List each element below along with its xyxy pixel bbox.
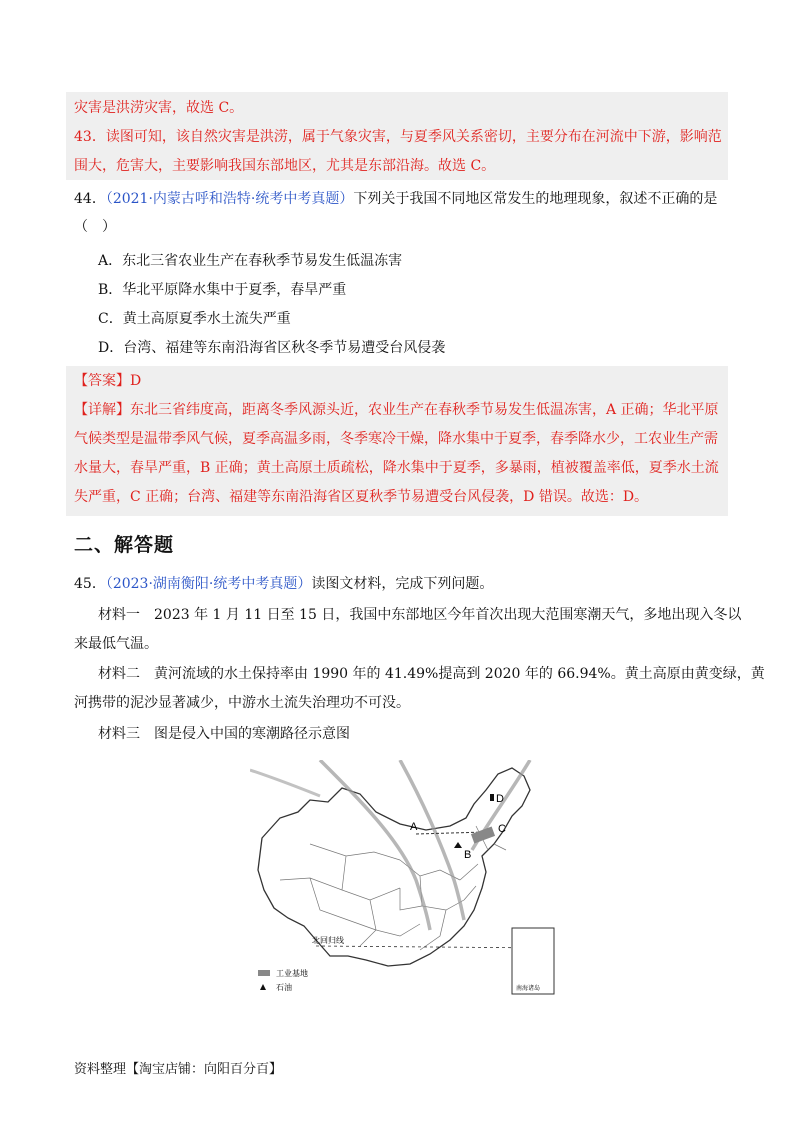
china-map-svg xyxy=(250,760,560,1000)
answer-value: D xyxy=(130,373,142,389)
answer-43-line2: 围大，危害大，主要影响我国东部地区，尤其是东部沿海。故选 C。 xyxy=(74,158,496,174)
oil-marker-b xyxy=(454,842,462,848)
inset-label: 南海诸岛 xyxy=(516,985,541,992)
material-1-line1: 材料一 2023 年 1 月 11 日至 15 日，我国中东部地区今年首次出现大范围寒潮天气，多地出现入冬以 xyxy=(98,607,742,623)
label-b: B xyxy=(464,849,472,861)
question-text: 读图文材料，完成下列问题。 xyxy=(311,576,494,592)
detail-text: 东北三省纬度高，距离冬季风源头近，农业生产在春秋季节易发生低温冻害，A 正确；华北平原 xyxy=(130,402,719,418)
detail-line-4: 失严重，C 正确；台湾、福建等东南沿海省区夏秋季节易遭受台风侵袭，D 错误。故选：D。 xyxy=(74,489,649,505)
label-c: C xyxy=(498,823,506,835)
footer: 资料整理【淘宝店铺：向阳百分百】 xyxy=(74,1062,283,1077)
detail-label: 【详解】 xyxy=(74,402,130,418)
industry-base-marker xyxy=(471,827,495,844)
answer-44 xyxy=(74,370,141,392)
label-d: D xyxy=(496,793,504,805)
answer-42-cont: 灾害是洪涝灾害，故选 C。 xyxy=(74,100,244,116)
material-2-line1: 材料二 黄河流域的水土保持率由 1990 年的 41.49%提高到 2020 年的 66.94%。黄土高原由黄变绿，黄 xyxy=(98,666,765,682)
legend-industry-label: 工业基地 xyxy=(276,969,308,978)
option-b: B．华北平原降水集中于夏季，春旱严重 xyxy=(98,282,347,298)
legend-oil-icon xyxy=(260,984,266,990)
option-d: D．台湾、福建等东南沿海省区秋冬季节易遭受台风侵袭 xyxy=(98,340,446,356)
material-2-line2: 河携带的泥沙显著减少，中游水土流失治理功不可没。 xyxy=(74,695,410,711)
option-a: A．东北三省农业生产在春秋季节易发生低温冻害 xyxy=(98,253,403,269)
cold-wave-path-2 xyxy=(400,760,464,920)
question-text: 下列关于我国不同地区常发生的地理现象，叙述不正确的是 xyxy=(353,191,718,207)
question-number: 45． xyxy=(74,576,106,592)
question-source: （2023·湖南衡阳·统考中考真题） xyxy=(105,576,312,592)
answer-43-line1: 43．读图可知，该自然灾害是洪涝，属于气象灾害，与夏季风关系密切，主要分布在河流中下游，影响范 xyxy=(74,129,722,145)
section-title: 二、解答题 xyxy=(74,534,175,556)
question-number: 44． xyxy=(74,191,106,207)
detail-line-1 xyxy=(74,399,719,421)
question-45-stem xyxy=(74,573,493,595)
question-source: （2021·内蒙古呼和浩特·统考中考真题） xyxy=(105,191,354,207)
china-outline xyxy=(258,768,530,966)
tropic-label: 北回归线 xyxy=(312,936,344,945)
detail-line-3: 水量大，春旱严重，B 正确；黄土高原土质疏松，降水集中于夏季，多暴雨，植被覆盖率低，夏季水土流 xyxy=(74,460,719,476)
option-c: C．黄土高原夏季水土流失严重 xyxy=(98,311,291,327)
legend-industry-swatch xyxy=(258,970,270,976)
oil-marker-d xyxy=(490,794,494,801)
cold-wave-path-map xyxy=(250,760,560,1000)
answer-label: 【答案】 xyxy=(74,373,130,389)
province-lines xyxy=(280,826,506,950)
label-a: A xyxy=(410,821,418,833)
question-44-stem xyxy=(74,188,717,210)
material-3: 材料三 图是侵入中国的寒潮路径示意图 xyxy=(98,726,350,742)
cold-wave-path-4 xyxy=(250,770,320,796)
question-44-paren: （ ） xyxy=(74,219,116,235)
material-1-line2: 来最低气温。 xyxy=(74,636,158,652)
legend-oil-label: 石油 xyxy=(276,983,292,992)
detail-line-2: 气候类型是温带季风气候，夏季高温多雨，冬季寒冷干燥，降水集中于夏季，春季降水少，工农业生产需 xyxy=(74,431,718,447)
